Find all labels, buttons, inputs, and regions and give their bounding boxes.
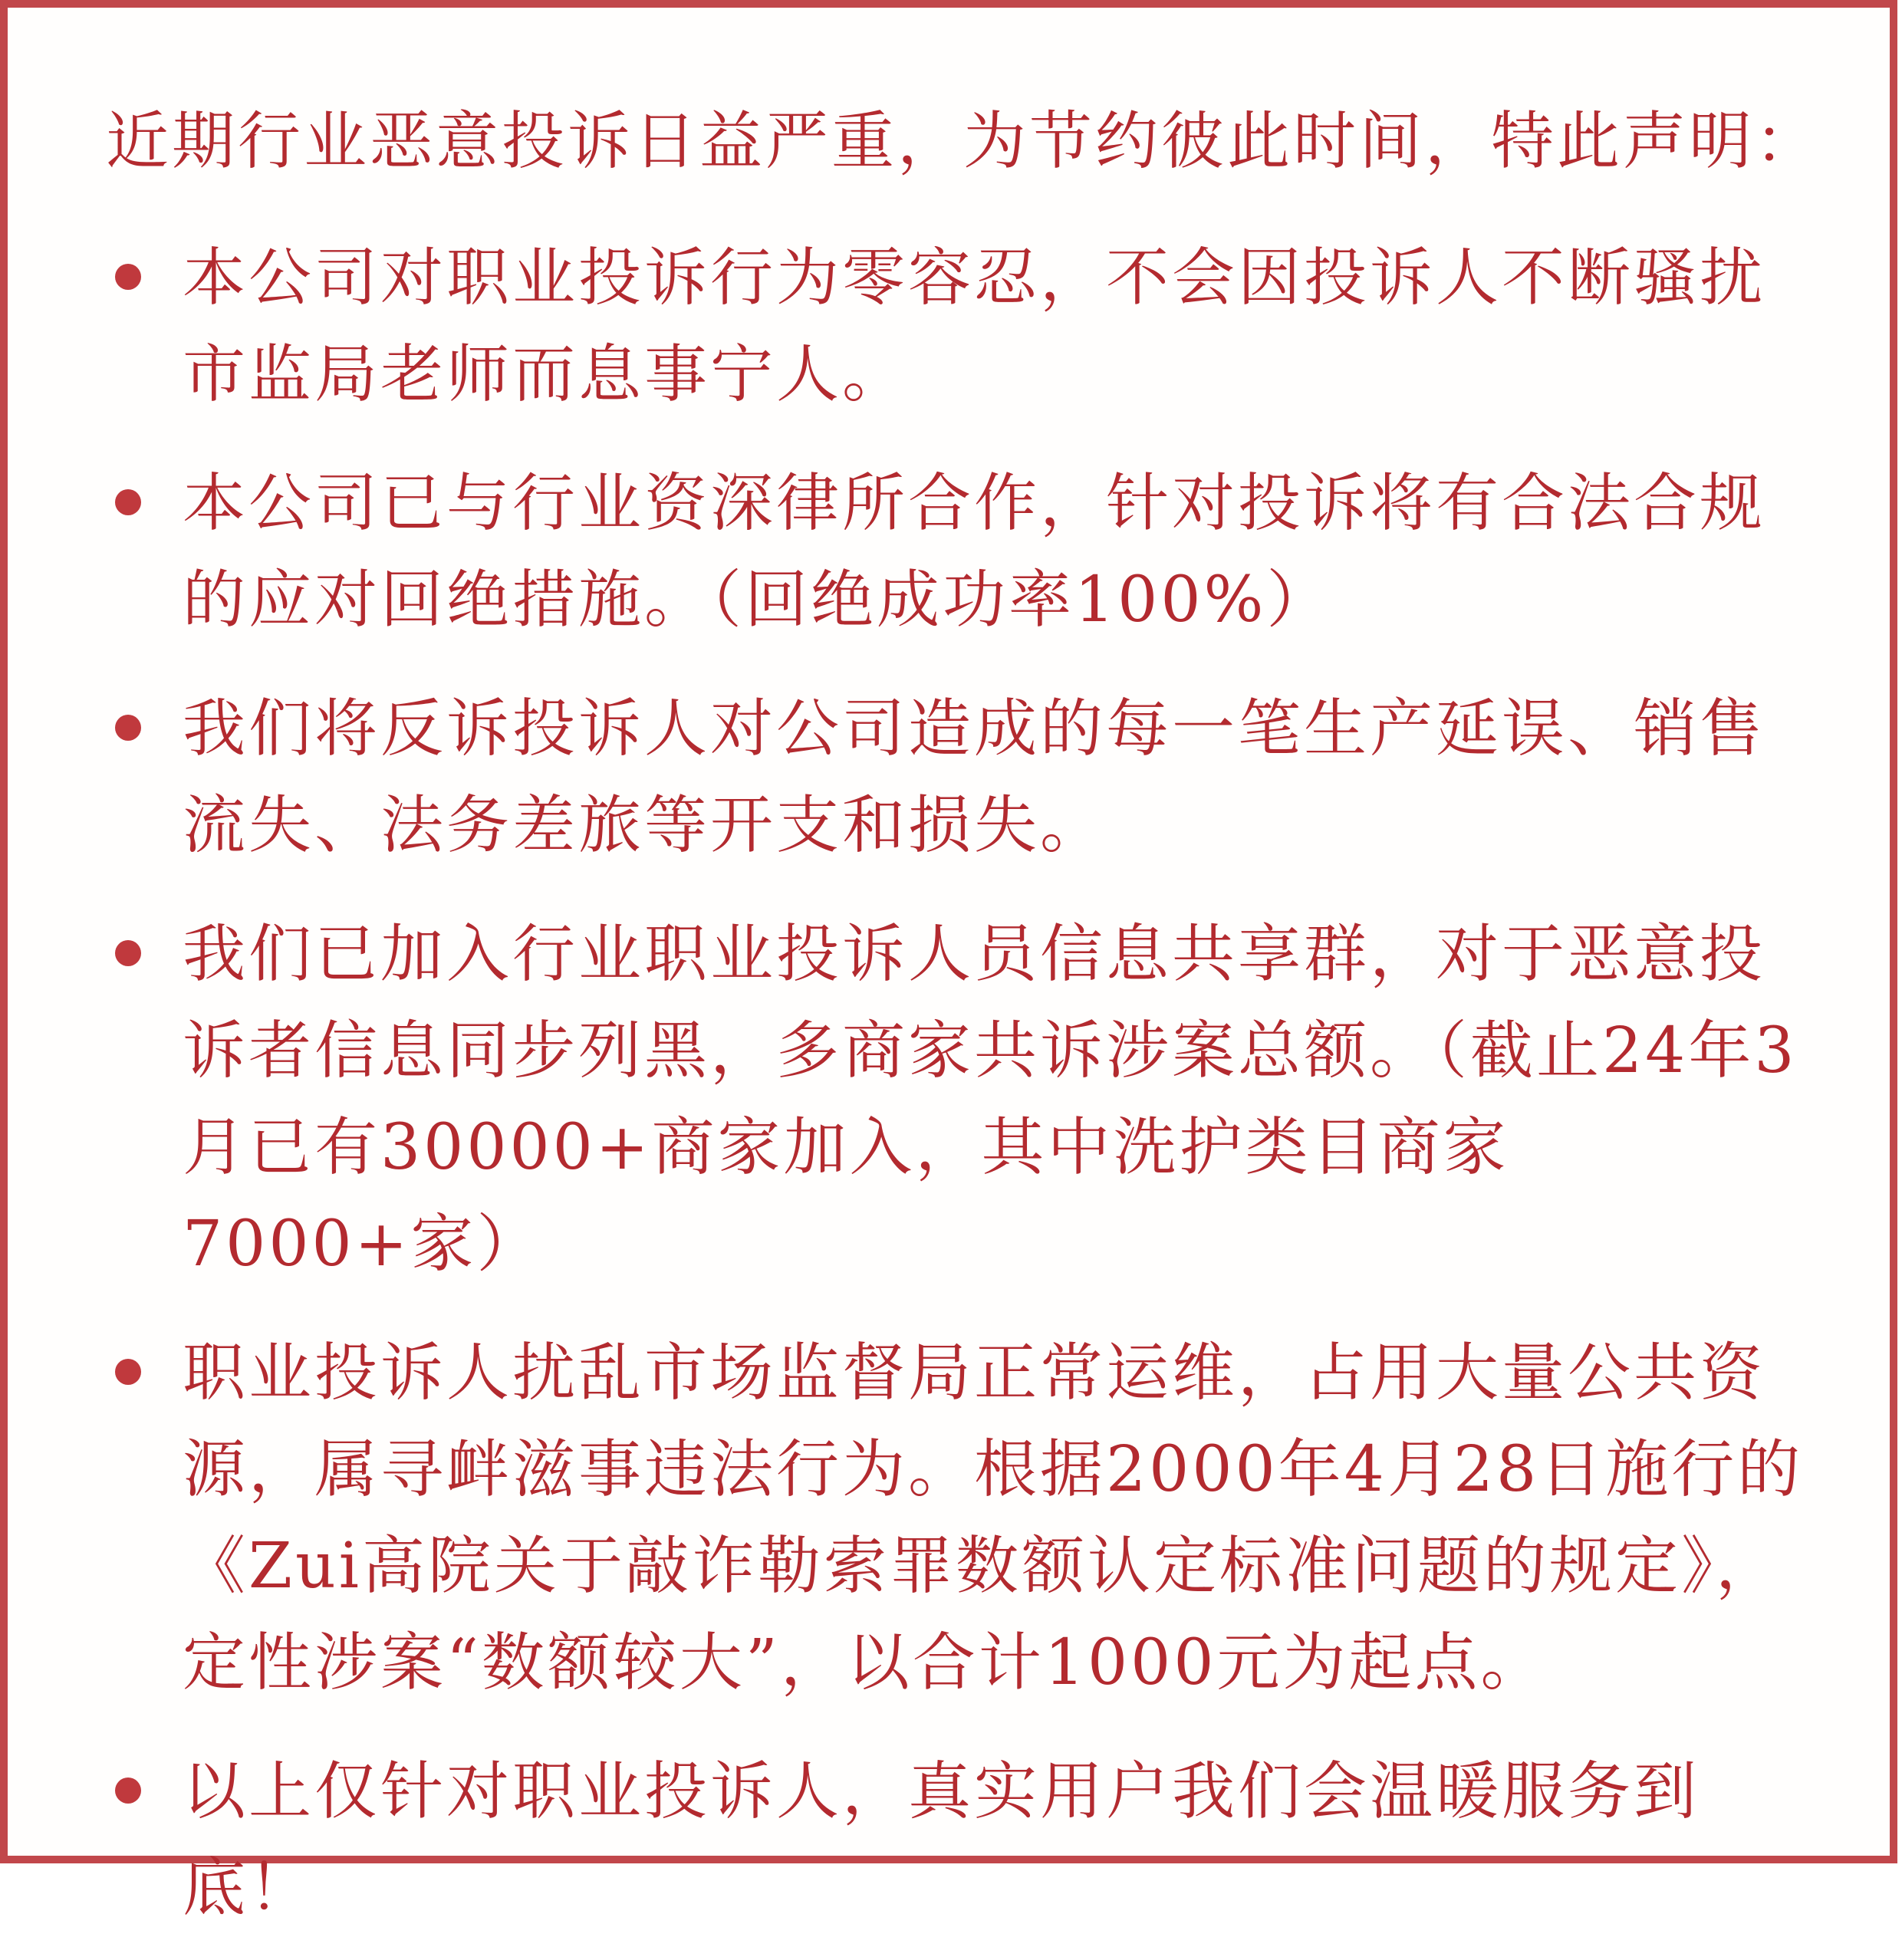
list-item-text: 职业投诉人扰乱市场监督局正常运维，占用大量公共资源，属寻衅滋事违法行为。根据2000年4月28日施行的《Zui高院关于敲诈勒索罪数额认定标准问题的规定》，定性涉案“数额较大”，以合计1000元为起点。 [183,1337,1804,1699]
bullet-dot-icon [115,1359,141,1385]
list-item-text: 以上仅针对职业投诉人，真实用户我们会温暖服务到底！ [183,1755,1700,1925]
bullet-dot-icon [115,264,141,290]
list-item-text: 本公司已与行业资深律所合作，针对投诉将有合法合规的应对回绝措施。（回绝成功率100%） [183,467,1766,636]
bullet-dot-icon [115,940,141,966]
list-item-text: 本公司对职业投诉行为零容忍，不会因投诉人不断骚扰市监局老师而息事宁人。 [183,242,1766,411]
notice-list [106,230,1816,1960]
list-item [106,455,1816,649]
list-item [106,230,1816,423]
list-item [106,1744,1816,1937]
bullet-dot-icon [115,715,141,741]
list-item-text: 我们已加入行业职业投诉人员信息共享群，对于恶意投诉者信息同步列黑，多商家共诉涉案总额。（截止24年3月已有30000+商家加入，其中洗护类目商家7000+家） [183,918,1798,1281]
bullet-dot-icon [115,489,141,515]
list-item [106,906,1816,1293]
list-item-text: 我们将反诉投诉人对公司造成的每一笔生产延误、销售流失、法务差旅等开支和损失。 [183,692,1766,862]
list-item [106,681,1816,874]
notice-intro: 近期行业恶意投诉日益严重，为节约彼此时间，特此声明： [106,105,1821,178]
bullet-dot-icon [115,1777,141,1804]
list-item [106,1325,1816,1712]
